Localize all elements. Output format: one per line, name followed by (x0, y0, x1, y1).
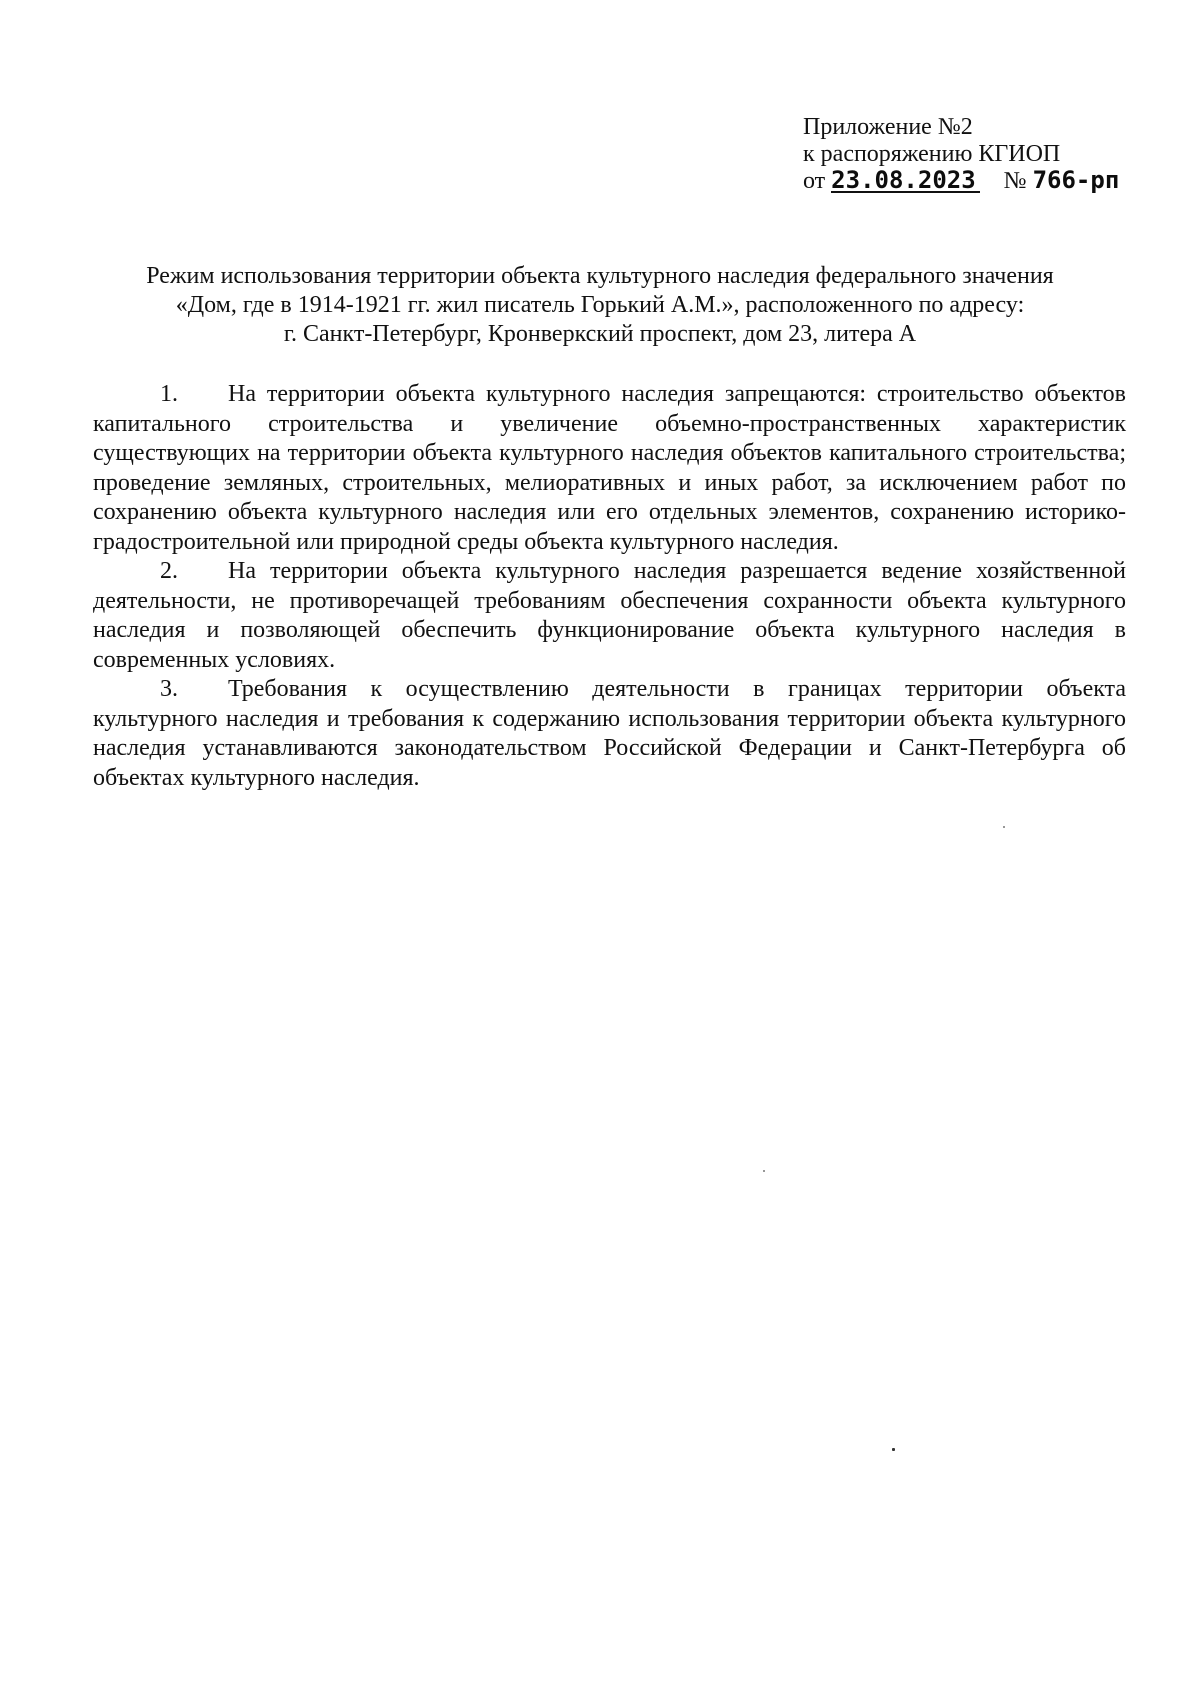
appendix-reference: к распоряжению КГИОП (803, 141, 1061, 167)
scan-speck (892, 1448, 895, 1451)
paragraph-1: 1. На территории объекта культурного наследия запрещаются: строительство объектов капитального строительства и увеличение объемно-пространственных характеристик существующих на территории объекта культурного наследия объектов капитального строительства; проведение земляных, строительных, мелиоративных и иных работ, за исключением работ по сохранению объекта культурного наследия или его отдельных элементов, сохранению историко-градостроительной или природной среды объекта культурного наследия. (93, 381, 1126, 555)
scan-speck (1003, 826, 1005, 828)
paragraph-text: На территории объекта культурного наследия запрещаются: строительство объектов капитального строительства и увеличение объемно-пространственных характеристик существующих на территории объекта культурного наследия объектов капитального строительства; проведение земляных, строительных, мелиоративных и иных работ, за исключением работ по сохранению объекта культурного наследия или его отдельных элементов, сохранению историко-градостроительной или природной среды объекта культурного наследия. (93, 381, 1126, 555)
appendix-title: Приложение №2 (803, 114, 973, 140)
title-line-1: Режим использования территории объекта культурного наследия федерального значения (146, 263, 1054, 289)
number-prefix: № (1003, 168, 1027, 194)
appendix-date-number (803, 168, 1123, 195)
title-line-3: г. Санкт-Петербург, Кронверкский проспект, дом 23, литера А (283, 321, 917, 347)
scan-speck (763, 1170, 765, 1172)
document-body (93, 380, 1126, 793)
date-prefix: от (803, 168, 826, 194)
paragraph-text: На территории объекта культурного наследия разрешается ведение хозяйственной деятельности, не противоречащей требованиям обеспечения сохранности объекта культурного наследия и позволяющей обеспечить функционирование объекта культурного наследия в современных условиях. (93, 558, 1126, 673)
document-title (95, 262, 1105, 349)
handwritten-date: 23.08.2023 (831, 169, 980, 193)
title-line-2: «Дом, где в 1914-1921 гг. жил писатель Горький А.М.», расположенного по адресу: (175, 292, 1025, 318)
paragraph-3: 3. Требования к осуществлению деятельности в границах территории объекта культурного наследия и требования к содержанию использования территории объекта культурного наследия устанавливаются законодательством Российской Федерации и Санкт-Петербурга об объектах культурного наследия. (93, 676, 1126, 791)
paragraph-2: 2. На территории объекта культурного наследия разрешается ведение хозяйственной деятельности, не противоречащей требованиям обеспечения сохранности объекта культурного наследия и позволяющей обеспечить функционирование объекта культурного наследия в современных условиях. (93, 558, 1126, 673)
appendix-header (803, 114, 1123, 195)
handwritten-number: 766-рп (1032, 166, 1120, 194)
paragraph-text: Требования к осуществлению деятельности в границах территории объекта культурного наследия и требования к содержанию использования территории объекта культурного наследия устанавливаются законодательством Российской Федерации и Санкт-Петербурга об объектах культурного наследия. (93, 676, 1126, 791)
